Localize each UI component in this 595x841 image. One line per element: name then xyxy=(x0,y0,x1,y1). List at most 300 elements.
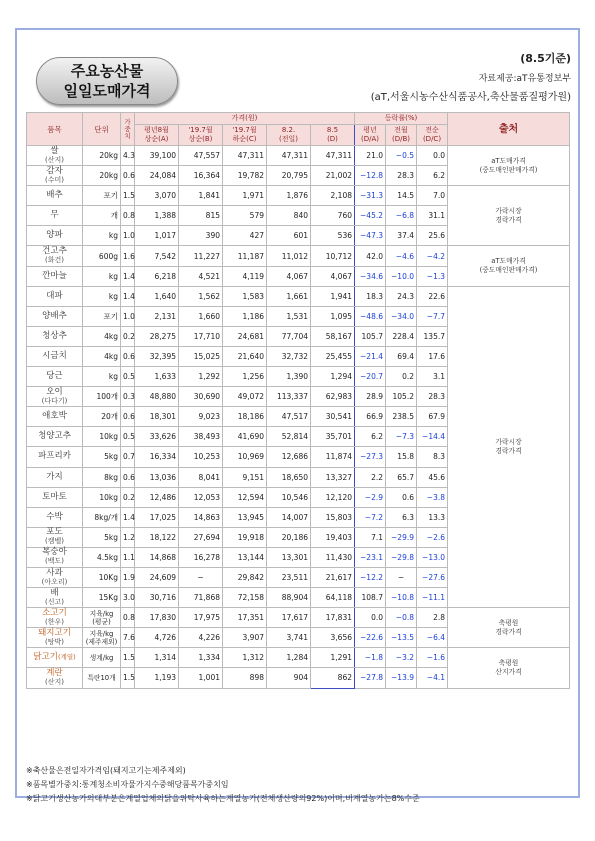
item-label: 배추 xyxy=(46,190,63,201)
item-name xyxy=(27,527,83,547)
source-cell: aT도매가격 (중도매인판매가격) xyxy=(448,246,570,286)
price-cell: 21,640 xyxy=(223,346,267,366)
price-cell: 1,017 xyxy=(135,226,179,246)
source-cell: 가락시장 경락가격 xyxy=(448,186,570,246)
rate-cell: 8.3 xyxy=(417,447,448,467)
item-label: 깐마늘 xyxy=(42,270,67,281)
item-weight: 1.9 xyxy=(121,567,135,587)
price-cell: 19,403 xyxy=(311,527,355,547)
title-line-1: 주요농산물 xyxy=(70,62,144,80)
unit-label: kg xyxy=(108,271,118,281)
price-cell: 18,122 xyxy=(135,527,179,547)
item-variety: (계열) xyxy=(58,653,76,662)
price-cell: 49,072 xyxy=(223,387,267,407)
item-weight: 0.5 xyxy=(121,367,135,387)
unit-label: kg xyxy=(108,372,118,382)
header-source: 출처 xyxy=(448,113,570,146)
item-label: 대파 xyxy=(46,290,63,301)
rate-cell: 3.1 xyxy=(417,367,448,387)
item-label: 돼지고기 xyxy=(38,627,71,638)
price-cell: 10,253 xyxy=(179,447,223,467)
item-weight: 3.0 xyxy=(121,588,135,608)
item-label: 닭고기 xyxy=(33,652,58,663)
item-name xyxy=(27,367,83,387)
item-variety: (탕박) xyxy=(45,637,64,646)
price-cell: 1,256 xyxy=(223,367,267,387)
price-cell: 1,531 xyxy=(267,306,311,326)
price-cell: 30,716 xyxy=(135,588,179,608)
item-label: 양파 xyxy=(46,230,63,241)
price-cell: 1,193 xyxy=(135,668,179,688)
price-cell: 20,186 xyxy=(267,527,311,547)
item-weight: 0.2 xyxy=(121,326,135,346)
price-cell: 3,070 xyxy=(135,186,179,206)
table-row xyxy=(27,608,570,628)
price-cell: 21,617 xyxy=(311,567,355,587)
unit-label: 포기 xyxy=(103,311,118,321)
rate-cell: 67.9 xyxy=(417,407,448,427)
price-cell: 4,119 xyxy=(223,266,267,286)
rate-cell: −13.0 xyxy=(417,547,448,567)
rate-cell: −1.3 xyxy=(417,266,448,286)
rate-cell: −29.9 xyxy=(386,527,417,547)
item-unit xyxy=(83,346,121,366)
footnotes xyxy=(26,764,420,806)
item-label: 애호박 xyxy=(42,411,67,422)
price-cell: 19,782 xyxy=(223,166,267,186)
item-weight: 0.8 xyxy=(121,206,135,226)
item-unit xyxy=(83,166,121,186)
price-cell: 815 xyxy=(179,206,223,226)
price-cell: 35,701 xyxy=(311,427,355,447)
table-row xyxy=(27,186,570,206)
unit-label: 100개 xyxy=(96,392,118,402)
unit-label: 20개 xyxy=(101,412,118,422)
item-label: 사과 xyxy=(46,567,63,578)
item-label: 복숭아 xyxy=(42,547,67,558)
rate-cell: −11.1 xyxy=(417,588,448,608)
item-label: 포도 xyxy=(46,527,63,538)
rate-cell: 25.6 xyxy=(417,226,448,246)
price-cell: 71,868 xyxy=(179,588,223,608)
item-unit xyxy=(83,588,121,608)
rate-cell: 15.8 xyxy=(386,447,417,467)
price-cell: 47,311 xyxy=(267,146,311,166)
rate-cell: −47.3 xyxy=(355,226,386,246)
unit-note: (제주제외) xyxy=(85,637,118,646)
price-cell: 7,542 xyxy=(135,246,179,266)
item-unit xyxy=(83,246,121,266)
rate-cell: −7.3 xyxy=(386,427,417,447)
item-variety: (백도) xyxy=(45,557,64,566)
price-cell: 12,053 xyxy=(179,487,223,507)
price-cell: 11,874 xyxy=(311,447,355,467)
title-line-2: 일일도매가격 xyxy=(63,82,151,100)
data-sources: (aT,서울시농수산식품공사,축산물품질평가원) xyxy=(370,92,571,103)
price-cell: 13,144 xyxy=(223,547,267,567)
item-name xyxy=(27,407,83,427)
rate-cell: 22.6 xyxy=(417,286,448,306)
rate-cell: −6.8 xyxy=(386,206,417,226)
header-item: 품목 xyxy=(27,113,83,146)
unit-label: 600g xyxy=(98,251,118,261)
price-cell: 12,686 xyxy=(267,447,311,467)
unit-label: 5kg xyxy=(104,532,118,542)
header-price-col: 8.5 (D) xyxy=(311,125,355,146)
price-cell: 840 xyxy=(267,206,311,226)
rate-cell: −29.8 xyxy=(386,547,417,567)
rate-cell: 42.0 xyxy=(355,246,386,266)
rate-cell: −7.2 xyxy=(355,507,386,527)
item-label: 배 xyxy=(50,587,59,598)
rate-cell: −1.6 xyxy=(417,648,448,668)
price-cell: 38,493 xyxy=(179,427,223,447)
rate-cell: −48.6 xyxy=(355,306,386,326)
item-weight: 1.2 xyxy=(121,527,135,547)
rate-cell: −13.5 xyxy=(386,628,417,648)
item-unit xyxy=(83,487,121,507)
item-unit xyxy=(83,668,121,688)
price-cell: 47,311 xyxy=(223,146,267,166)
price-cell: 14,007 xyxy=(267,507,311,527)
price-cell: 1,291 xyxy=(311,648,355,668)
price-cell: 1,314 xyxy=(135,648,179,668)
header-unit: 단위 xyxy=(83,113,121,146)
rate-cell: −34.0 xyxy=(386,306,417,326)
rate-cell: 0.0 xyxy=(355,608,386,628)
price-cell: 17,975 xyxy=(179,608,223,628)
item-weight: 0.8 xyxy=(121,608,135,628)
rate-cell: 0.6 xyxy=(386,487,417,507)
rate-cell: 28.9 xyxy=(355,387,386,407)
rate-cell: 28.3 xyxy=(386,166,417,186)
price-cell: 47,557 xyxy=(179,146,223,166)
rate-cell: −10.8 xyxy=(386,588,417,608)
item-weight: 1.6 xyxy=(121,246,135,266)
price-cell: 1,876 xyxy=(267,186,311,206)
item-name xyxy=(27,427,83,447)
item-weight: 0.2 xyxy=(121,487,135,507)
unit-label: 20kg xyxy=(99,171,118,181)
price-cell: 1,633 xyxy=(135,367,179,387)
item-weight: 0.6 xyxy=(121,467,135,487)
data-provider: 자료제공:aT유통정보부 xyxy=(478,74,571,84)
price-cell: 760 xyxy=(311,206,355,226)
price-cell: 47,517 xyxy=(267,407,311,427)
item-weight: 7.6 xyxy=(121,628,135,648)
price-cell: 13,327 xyxy=(311,467,355,487)
item-weight: 1.1 xyxy=(121,547,135,567)
price-cell: 21,002 xyxy=(311,166,355,186)
table-row xyxy=(27,286,570,306)
price-cell: 10,712 xyxy=(311,246,355,266)
price-cell: 4,067 xyxy=(311,266,355,286)
item-label: 청상추 xyxy=(42,330,67,341)
price-cell: 18,301 xyxy=(135,407,179,427)
price-cell: 1,841 xyxy=(179,186,223,206)
rate-cell: 28.3 xyxy=(417,387,448,407)
rate-cell: −20.7 xyxy=(355,367,386,387)
item-variety: (산지) xyxy=(45,155,64,164)
rate-cell: 0.2 xyxy=(386,367,417,387)
rate-cell: −4.2 xyxy=(417,246,448,266)
price-cell: 88,904 xyxy=(267,588,311,608)
price-cell: 3,907 xyxy=(223,628,267,648)
price-cell: 1,661 xyxy=(267,286,311,306)
item-name xyxy=(27,648,83,668)
item-name xyxy=(27,266,83,286)
header-rate-group: 등락률(%) xyxy=(355,113,448,125)
price-cell: 32,732 xyxy=(267,346,311,366)
item-variety: (신고) xyxy=(45,597,64,606)
item-unit xyxy=(83,146,121,166)
rate-cell: 66.9 xyxy=(355,407,386,427)
rate-cell: 7.0 xyxy=(417,186,448,206)
item-weight: 0.7 xyxy=(121,447,135,467)
rate-cell: −3.8 xyxy=(417,487,448,507)
rate-cell: −10.0 xyxy=(386,266,417,286)
header-rate-col: 평년 (D/A) xyxy=(355,125,386,146)
header-rate-col: 전순 (D/C) xyxy=(417,125,448,146)
price-cell: 62,983 xyxy=(311,387,355,407)
price-cell: 24,609 xyxy=(135,567,179,587)
item-weight: 1.5 xyxy=(121,668,135,688)
price-cell: 3,656 xyxy=(311,628,355,648)
price-cell: 8,041 xyxy=(179,467,223,487)
rate-cell: −27.3 xyxy=(355,447,386,467)
rate-cell: 18.3 xyxy=(355,286,386,306)
item-unit xyxy=(83,447,121,467)
item-name xyxy=(27,166,83,186)
rate-cell: −0.8 xyxy=(386,608,417,628)
price-cell: 64,118 xyxy=(311,588,355,608)
item-name xyxy=(27,467,83,487)
unit-label: 5kg xyxy=(104,452,118,462)
price-cell: 4,067 xyxy=(267,266,311,286)
rate-cell: 228.4 xyxy=(386,326,417,346)
item-variety: (수미) xyxy=(45,175,64,184)
price-cell: 3,741 xyxy=(267,628,311,648)
item-unit xyxy=(83,467,121,487)
unit-label: 4kg xyxy=(104,331,118,341)
rate-cell: 14.5 xyxy=(386,186,417,206)
item-name xyxy=(27,206,83,226)
rate-cell: 24.3 xyxy=(386,286,417,306)
unit-label: 4kg xyxy=(104,351,118,361)
item-name xyxy=(27,507,83,527)
price-cell: 17,831 xyxy=(311,608,355,628)
item-unit xyxy=(83,527,121,547)
price-cell: 30,690 xyxy=(179,387,223,407)
item-label: 건고추 xyxy=(42,246,67,257)
price-cell: 12,120 xyxy=(311,487,355,507)
item-unit xyxy=(83,306,121,326)
price-cell: 1,334 xyxy=(179,648,223,668)
table-row xyxy=(27,246,570,266)
price-cell: 390 xyxy=(179,226,223,246)
price-cell: 13,301 xyxy=(267,547,311,567)
table-row xyxy=(27,648,570,668)
rate-cell: 238.5 xyxy=(386,407,417,427)
item-name xyxy=(27,628,83,648)
price-cell: 17,351 xyxy=(223,608,267,628)
item-unit xyxy=(83,326,121,346)
price-cell: 32,395 xyxy=(135,346,179,366)
date-note: (8.5기준) xyxy=(520,52,571,65)
price-cell: 10,546 xyxy=(267,487,311,507)
rate-cell: 6.2 xyxy=(355,427,386,447)
rate-cell: −1.8 xyxy=(355,648,386,668)
header-price-group: 가격(원) xyxy=(135,113,355,125)
unit-label: kg xyxy=(108,291,118,301)
item-unit xyxy=(83,547,121,567)
item-name xyxy=(27,186,83,206)
price-cell: 16,364 xyxy=(179,166,223,186)
item-weight: 1.5 xyxy=(121,186,135,206)
rate-cell: −13.9 xyxy=(386,668,417,688)
rate-cell: 108.7 xyxy=(355,588,386,608)
price-cell: 10,969 xyxy=(223,447,267,467)
price-cell: 72,158 xyxy=(223,588,267,608)
price-cell: 11,227 xyxy=(179,246,223,266)
price-cell: 1,292 xyxy=(179,367,223,387)
item-label: 가지 xyxy=(46,471,63,482)
item-variety: (아오리) xyxy=(41,577,68,586)
price-cell: 30,541 xyxy=(311,407,355,427)
price-cell: 13,945 xyxy=(223,507,267,527)
rate-cell: 37.4 xyxy=(386,226,417,246)
price-cell: 77,704 xyxy=(267,326,311,346)
item-unit xyxy=(83,407,121,427)
price-cell: 16,334 xyxy=(135,447,179,467)
item-label: 오이 xyxy=(46,386,63,397)
item-name xyxy=(27,567,83,587)
price-cell: 52,814 xyxy=(267,427,311,447)
price-cell: 1,095 xyxy=(311,306,355,326)
item-weight: 0.6 xyxy=(121,346,135,366)
header-rate-col: 전월 (D/B) xyxy=(386,125,417,146)
price-cell: 17,830 xyxy=(135,608,179,628)
rate-cell: 45.6 xyxy=(417,467,448,487)
price-cell: 13,036 xyxy=(135,467,179,487)
rate-cell: −0.5 xyxy=(386,146,417,166)
item-weight: 0.6 xyxy=(121,166,135,186)
header-price-col: '19.7월 하순(C) xyxy=(223,125,267,146)
item-unit xyxy=(83,648,121,668)
price-cell: 47,311 xyxy=(311,146,355,166)
rate-cell: −3.2 xyxy=(386,648,417,668)
rate-cell: −21.4 xyxy=(355,346,386,366)
item-name xyxy=(27,588,83,608)
rate-cell: −12.8 xyxy=(355,166,386,186)
price-cell: 12,486 xyxy=(135,487,179,507)
rate-cell: 105.2 xyxy=(386,387,417,407)
price-cell: 11,187 xyxy=(223,246,267,266)
item-label: 무 xyxy=(50,210,59,221)
price-cell: 11,430 xyxy=(311,547,355,567)
rate-cell: 135.7 xyxy=(417,326,448,346)
item-unit xyxy=(83,387,121,407)
price-cell: 1,660 xyxy=(179,306,223,326)
source-cell: aT도매가격 (중도매인판매가격) xyxy=(448,146,570,186)
item-label: 청양고추 xyxy=(38,431,71,442)
price-cell: 1,186 xyxy=(223,306,267,326)
price-cell: 4,226 xyxy=(179,628,223,648)
rate-cell: 2.2 xyxy=(355,467,386,487)
rate-cell: 2.8 xyxy=(417,608,448,628)
item-name xyxy=(27,387,83,407)
price-cell: 28,275 xyxy=(135,326,179,346)
price-cell: 16,278 xyxy=(179,547,223,567)
price-cell: 1,294 xyxy=(311,367,355,387)
unit-label: 15Kg xyxy=(98,593,118,603)
unit-label: 특란10개 xyxy=(87,673,116,682)
header-price-col: 8.2. (전일) xyxy=(267,125,311,146)
item-label: 쌀 xyxy=(50,145,59,156)
item-label: 계란 xyxy=(46,667,63,678)
price-cell: 18,186 xyxy=(223,407,267,427)
rate-cell: −4.6 xyxy=(386,246,417,266)
rate-cell: 13.3 xyxy=(417,507,448,527)
rate-cell: −4.1 xyxy=(417,668,448,688)
price-cell: 58,167 xyxy=(311,326,355,346)
item-weight: 1.0 xyxy=(121,226,135,246)
item-unit xyxy=(83,507,121,527)
header-price-col: 평년8월 상순(A) xyxy=(135,125,179,146)
price-cell: 12,594 xyxy=(223,487,267,507)
item-label: 시금치 xyxy=(42,350,67,361)
item-unit xyxy=(83,186,121,206)
item-unit xyxy=(83,427,121,447)
item-weight: 4.3 xyxy=(121,146,135,166)
item-weight: 1.4 xyxy=(121,507,135,527)
price-cell: 9,023 xyxy=(179,407,223,427)
price-cell: 19,918 xyxy=(223,527,267,547)
item-unit xyxy=(83,567,121,587)
price-cell: 2,108 xyxy=(311,186,355,206)
price-cell: 24,681 xyxy=(223,326,267,346)
rate-cell: 69.4 xyxy=(386,346,417,366)
price-cell: 14,868 xyxy=(135,547,179,567)
unit-note: (평균) xyxy=(92,617,111,626)
item-weight: 0.5 xyxy=(121,427,135,447)
item-variety: (화건) xyxy=(45,256,64,265)
item-unit xyxy=(83,608,121,628)
price-cell: 9,151 xyxy=(223,467,267,487)
price-cell: 1,312 xyxy=(223,648,267,668)
table-row xyxy=(27,146,570,166)
rate-cell: 31.1 xyxy=(417,206,448,226)
item-weight: 1.0 xyxy=(121,306,135,326)
item-weight: 1.4 xyxy=(121,286,135,306)
item-name xyxy=(27,447,83,467)
price-cell: 862 xyxy=(311,668,355,688)
rate-cell: −6.4 xyxy=(417,628,448,648)
item-variety: (다다기) xyxy=(41,396,68,405)
rate-cell: −45.2 xyxy=(355,206,386,226)
item-name xyxy=(27,286,83,306)
source-cell: 축평원 경락가격 xyxy=(448,608,570,648)
rate-cell: 17.6 xyxy=(417,346,448,366)
price-cell: 17,617 xyxy=(267,608,311,628)
price-cell: 1,583 xyxy=(223,286,267,306)
unit-label: 10kg xyxy=(99,432,118,442)
item-unit xyxy=(83,266,121,286)
unit-label: 8kg xyxy=(104,472,118,482)
header-weight: 가중치 xyxy=(121,113,135,146)
rate-cell: 6.2 xyxy=(417,166,448,186)
price-cell: 113,337 xyxy=(267,387,311,407)
